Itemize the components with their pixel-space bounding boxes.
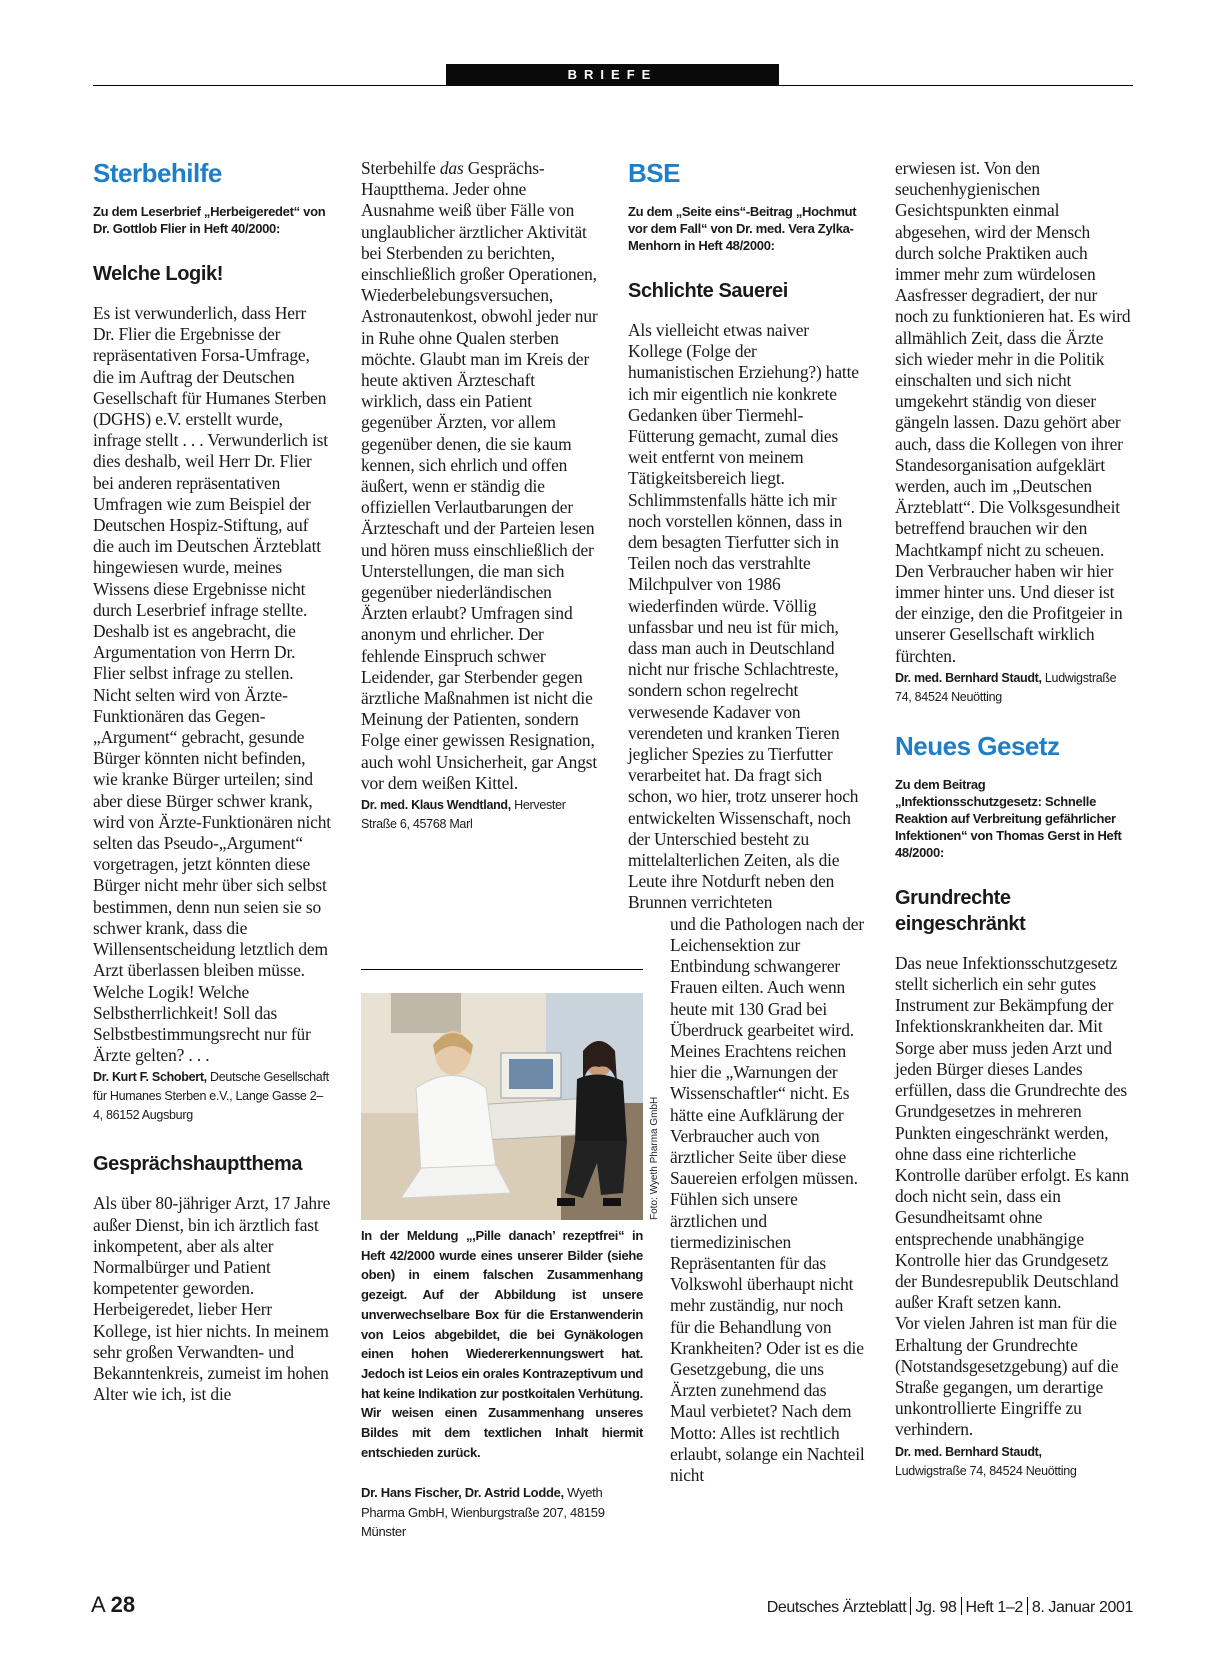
column-1 — [93, 158, 331, 1405]
page-prefix: A — [91, 1592, 105, 1617]
letter-signature — [895, 1443, 1133, 1481]
section-title-bse: BSE — [628, 158, 680, 188]
signature-name: Dr. Kurt F. Schobert, — [93, 1070, 207, 1085]
signature-address: Hervester Straße 6, 45768 Marl — [361, 798, 566, 832]
section-title-sterbehilfe: Sterbehilfe — [93, 158, 222, 188]
reference-note: Zu dem Beitrag „Infektionsschutzgesetz: Schnelle Reaktion auf Verbreitung gefährlicher Infektionen“ von Thomas Gerst in Heft 48/2000: — [895, 776, 1122, 860]
photo-doctor-patient — [361, 993, 643, 1220]
separator — [1027, 1597, 1028, 1615]
section-tab: BRIEFE — [446, 64, 779, 86]
letter-body — [361, 158, 599, 794]
letter-body: Es ist verwunderlich, dass Herr Dr. Flier die Ergebnisse der repräsentativen Forsa-Umfrage, die im Auftrag der Deutschen Gesellschaft für Humanes Sterben (DGHS) e.V. erstellt wurde, infrage stellt . . . Verwunderlich ist dies deshalb, weil Herr Dr. Flier bei anderen repräsentativen Umfragen wie zum Beispiel der Deutschen Hospiz-Stiftung, auf die auch im Deutschen Ärzteblatt hingewiesen wurde, meines Wissens diese Ergebnisse nicht durch Leserbrief infrage stellte. Deshalb ist es angebracht, die Argumentation von Herrn Dr. Flier selbst infrage zu stellen. — [93, 303, 328, 684]
signature-name: Dr. med. Bernhard Staudt, — [895, 1444, 1042, 1459]
photo-caption: In der Meldung „,Pille danach’ rezeptfrei“ in Heft 42/2000 wurde eines unserer Bilder (siehe oben) in einem falschen Zusammenhang gezeigt. Auf der Abbildung ist unsere unverwechselbare Box für die Erstanwenderin von Leios abgebildet, die bei Gynäkologen einen hohen Wiedererkennungswert hat. Jedoch ist Leios ein orales Kontrazeptivum und hat keine Indikation zur postkoitalen Verhütung. Wir weisen einen Zusammenhang unseres Bildes mit dem textlichen Inhalt hiermit entschieden zurück. — [361, 1228, 643, 1460]
separator — [910, 1597, 911, 1615]
column-3 — [628, 158, 866, 1486]
photo-credit: Foto: Wyeth Pharma GmbH — [649, 1096, 660, 1220]
journal-name: Deutsches Ärzteblatt — [766, 1599, 907, 1616]
signature-address: Deutsche Gesellschaft für Humanes Sterben e.V., Lange Gasse 2–4, 86152 Augsburg — [93, 1070, 329, 1123]
letter-body: erwiesen ist. Von den seuchenhygienischen Gesichtspunkten einmal abgesehen, wird der Mensch durch solche Praktiken auch immer mehr zum würdelosen Aasfresser degradiert, der nur noch zu funktionieren hat. Es wird allmählich Zeit, dass die Ärzte sich wieder mehr in die Politik einschalten und sich nicht umgekehrt ständig von dieser gängeln lassen. Dazu gehört aber auch, dass die Kollegen von ihrer Standesorganisation aufgeklärt werden, auch im „Deutschen Ärzteblatt“. Die Volksgesundheit betreffend brauchen wir den Machtkampf nicht zu scheuen. Den Verbraucher haben wir hier immer hinter uns. Und dieser ist der einzige, den die Profitgeier in unserer Gesellschaft wirklich fürchten. — [895, 158, 1131, 666]
signature-address: Ludwigstraße 74, 84524 Neuötting — [895, 1463, 1077, 1478]
page-number-value: 28 — [110, 1592, 136, 1617]
footer-masthead — [767, 1597, 1133, 1617]
letter-signature — [361, 796, 599, 834]
section-title-neues-gesetz: Neues Gesetz — [895, 730, 1060, 761]
body-emphasis: das — [439, 158, 464, 178]
letter-signature — [93, 1068, 331, 1125]
letter-body: Als über 80-jähriger Arzt, 17 Jahre außer Dienst, bin ich ärztlich fast inkompetent, aber als alter Normalbürger und Patient kompetenter geworden. Herbeigeredet, lieber Herr Kollege, ist hier nichts. In meinem sehr großen Verwandten- und Bekanntenkreis, zumeist im hohen Alter wie ich, ist die — [93, 1193, 331, 1405]
signature-name: Dr. med. Klaus Wendtland, — [361, 798, 511, 813]
body-text: Sterbehilfe — [361, 158, 440, 178]
reference-note: Zu dem „Seite eins“-Beitrag „Hochmut vor dem Fall“ von Dr. med. Vera Zylka-Menhorn in Heft 48/2000: — [628, 204, 857, 253]
letter-signature — [895, 669, 1133, 707]
volume: Jg. 98 — [915, 1599, 957, 1616]
reference-note: Zu dem Leserbrief „Herbeigeredet“ von Dr. Gottlob Flier in Heft 40/2000: — [93, 204, 326, 236]
letter-body: Vor vielen Jahren ist man für die Erhaltung der Grundrechte (Notstandsgesetzgebung) auf die Straße gegangen, um derartige unkontrollierte Eingriffe zu verhindern. — [895, 1313, 1119, 1440]
photo-rule — [361, 969, 643, 970]
body-text: Gesprächs-Hauptthema. Jeder ohne Ausnahme weiß über Fälle von unglaublicher ärztlicher Aktivität bei Sterbenden zu berichten, einschließlich großer Operationen, Wiederbelebungsversuchen, Astronautenkost, obwohl jeder nur in Ruhe ohne Qualen sterben möchte. Glaubt man im Kreis der heute aktiven Ärzteschaft wirklich, dass ein Patient gegenüber Ärzten, vor allem gegenüber denen, die sie kaum kennen, sich ehrlich und offen äußert, wenn er ständig die offiziellen Verlautbarungen der Ärzteschaft und der Parteien lesen und hören muss einschließlich der Unterstellungen, die man sich gegenüber niederländischen Ärzten erlaubt? Umfragen sind anonym und ehrlicher. Der fehlende Einspruch schwer Leidender, gar Sterbender gegen ärztliche Maßnahmen ist nicht die Meinung der Patienten, sondern Folge einer gewissen Resignation, auch wohl Unsicherheit, gar Angst vor dem weißen Kittel. — [361, 158, 598, 793]
letter-body: Als vielleicht etwas naiver Kollege (Folge der humanistischen Erziehung?) hatte ich mir eigentlich nie konkrete Gedanken über Tiermehl-Fütterung gemacht, zumal dies weit entfernt von meinem Tätigkeitsbereich liegt. Schlimmstenfalls hätte ich mir noch vorstellen können, dass in dem besagten Tierfutter sich in Teilen noch das verstrahlte Milchpulver von 1986 wiederfinden würde. Völlig unfassbar und neu ist für mich, dass man auch in Deutschland nicht nur frische Schlachtreste, sondern schon regelrecht verwesende Kadaver von verendeten und kranken Tieren jeglicher Spezies zu Tierfutter verarbeitet hat. Da fragt sich schon, wo hier, trotz unserer hoch entwickelten Wissenschaft, noch der Unterschied besteht zu mittelalterlichen Zeiten, als die Leute ihre Notdurft neben den Brunnen verrichteten — [628, 320, 859, 913]
photo-illustration — [361, 993, 643, 1220]
letter-headline: Gesprächshauptthema — [93, 1153, 303, 1176]
letter-headline: Welche Logik! — [93, 263, 224, 285]
column-4 — [895, 158, 1133, 1481]
letter-headline: Schlichte Sauerei — [628, 280, 788, 302]
letter-body: und die Pathologen nach der Leichensektion zur Entbindung schwangerer Frauen eilten. Auch wenn heute mit 130 Grad bei Überdruck gearbeitet wird. Meines Erachtens reichen hier die „Warnungen der Wissenschaftler“ nicht. Es hätte eine Aufklärung der Verbraucher auch von ärztlicher Seite über diese Sauereien erfolgen müssen. Fühlen sich unsere ärztlichen und tiermedizinischen Repräsentanten für das Volkswohl überhaupt nicht mehr zuständig, nur noch für die Behandlung von Krankheiten? Oder ist es die Gesetzgebung, die uns Ärzten zunehmend das Maul verbietet? Nach dem Motto: Alles ist rechtlich erlaubt, solange ein Nachteil nicht — [670, 913, 865, 1485]
column-2 — [361, 158, 599, 834]
issue: Heft 1–2 — [965, 1599, 1023, 1616]
caption-signature — [361, 1483, 643, 1542]
signature-name: Dr. med. Bernhard Staudt, — [895, 670, 1042, 685]
signature-address: Ludwigstraße 74, 84524 Neuötting — [895, 670, 1117, 704]
letter-body: Welche Logik! Welche Selbstherrlichkeit! Soll das Selbstbestimmungsrecht nur für Ärzte gelten? . . . — [93, 981, 311, 1066]
signature-name: Dr. Hans Fischer, Dr. Astrid Lodde, — [361, 1485, 564, 1500]
letter-body: Nicht selten wird von Ärzte-Funktionären das Gegen-„Argument“ gebracht, gesunde Bürger könnten nicht befinden, wie kranke Bürger urteilen; sind aber diese Bürger schwer krank, wird von Ärzte-Funktionären nicht selten das Pseudo-„Argument“ vorgetragen, jetzt könnten diese Bürger nicht mehr über sich selbst bestimmen, denn nun seien sie so schwer krank, dass die Willensentscheidung letztlich dem Arzt überlassen bleiben müsse. — [93, 684, 331, 981]
separator — [961, 1597, 962, 1615]
letter-headline: Grundrechte eingeschränkt — [895, 886, 1026, 935]
page-number — [91, 1592, 135, 1618]
date: 8. Januar 2001 — [1031, 1599, 1133, 1616]
signature-address: Wyeth Pharma GmbH, Wienburgstraße 207, 48159 Münster — [361, 1485, 605, 1540]
letter-body: Das neue Infektionsschutzgesetz stellt sicherlich ein sehr gutes Instrument zur Bekämpfung der Infektionskrankheiten dar. Mit Sorge aber muss jeden Arzt und jeden Bürger dieses Landes erfüllen, dass die Grundrechte des Grundgesetzes in mehreren Punkten eingeschränkt werden, ohne dass eine richterliche Kontrolle darüber erfolgt. Es kann doch nicht sein, dass ein Gesundheitsamt ohne entsprechende unabhängige Kontrolle hier das Grundgesetz der Bundesrepublik Deutschland außer Kraft setzen kann. — [895, 952, 1129, 1313]
